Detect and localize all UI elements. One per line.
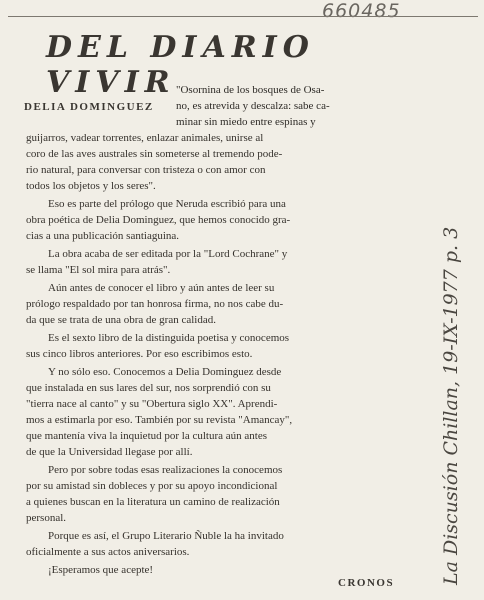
article-line: prólogo respaldado por tan honrosa firma, no nos cabe du-: [26, 298, 284, 310]
article-line: Eso es parte del prólogo que Neruda escribió para una: [48, 198, 286, 210]
article-line: obra poética de Delia Dominguez, que hemos conocido gra-: [26, 214, 291, 226]
author-name: DELIA DOMINGUEZ: [24, 101, 154, 113]
article-line: Pero por sobre todas esas realizaciones la conocemos: [48, 464, 283, 476]
article-line: a quienes buscan en la literatura un camino de realización: [26, 496, 280, 508]
article-line: coro de las aves australes sin someterse al tremendo pode-: [26, 148, 283, 160]
catalog-number: 660485: [322, 0, 401, 22]
article-line: mos a estimarla por eso. También por su revista "Amancay",: [26, 414, 293, 426]
article-line: "tierra nace al canto" y su "Obertura siglo XX". Aprendi-: [26, 398, 278, 410]
quote-line: minar sin miedo entre espinas y: [176, 116, 316, 128]
article-line: cias a una publicación santiaguina.: [26, 230, 180, 242]
article-line: de que la Universidad llegase por allí.: [26, 446, 193, 458]
article-line: sus cinco libros anteriores. Por eso escribimos esto.: [26, 348, 253, 360]
article-line: que instalada en sus lares del sur, nos sorprendió con su: [26, 382, 271, 394]
column-title: DEL DIARIO VIVIR: [46, 30, 315, 100]
article-line: La obra acaba de ser editada por la "Lord Cochrane" y: [48, 248, 288, 260]
article-line: ¡Esperamos que acepte!: [48, 564, 154, 576]
article-line: Y no sólo eso. Conocemos a Delia Dominguez desde: [48, 366, 282, 378]
article-line: todos los objetos y los seres".: [26, 180, 156, 192]
article-line: Aún antes de conocer el libro y aún antes de leer su: [48, 282, 275, 294]
top-rule: [8, 16, 478, 17]
article-line: que mantenía viva la inquietud por la cultura aún antes: [26, 430, 268, 442]
quote-line: no, es atrevida y descalza: sabe ca-: [176, 100, 330, 112]
handwritten-source-note: La Discusión Chillan, 19-IX-1977 p. 3: [440, 226, 462, 585]
article-line: personal.: [26, 512, 67, 524]
article-line: Es el sexto libro de la distinguida poetisa y conocemos: [48, 332, 290, 344]
article-line: Porque es así, el Grupo Literario Ñuble la ha invitado: [48, 530, 284, 542]
quote-line: "Osornina de los bosques de Osa-: [176, 84, 325, 96]
article-line: guijarros, vadear torrentes, enlazar animales, unirse al: [26, 132, 264, 144]
article-line: por su amistad sin dobleces y por su apoyo incondicional: [26, 480, 278, 492]
article-line: rio natural, para conversar con tristeza o con amor con: [26, 164, 266, 176]
signature: CRONOS: [338, 577, 395, 589]
article-line: se llama "El sol mira para atrás".: [26, 264, 171, 276]
article-line: da que se trata de una obra de gran calidad.: [26, 314, 216, 326]
article-line: oficialmente a sus actos aniversarios.: [26, 546, 190, 558]
